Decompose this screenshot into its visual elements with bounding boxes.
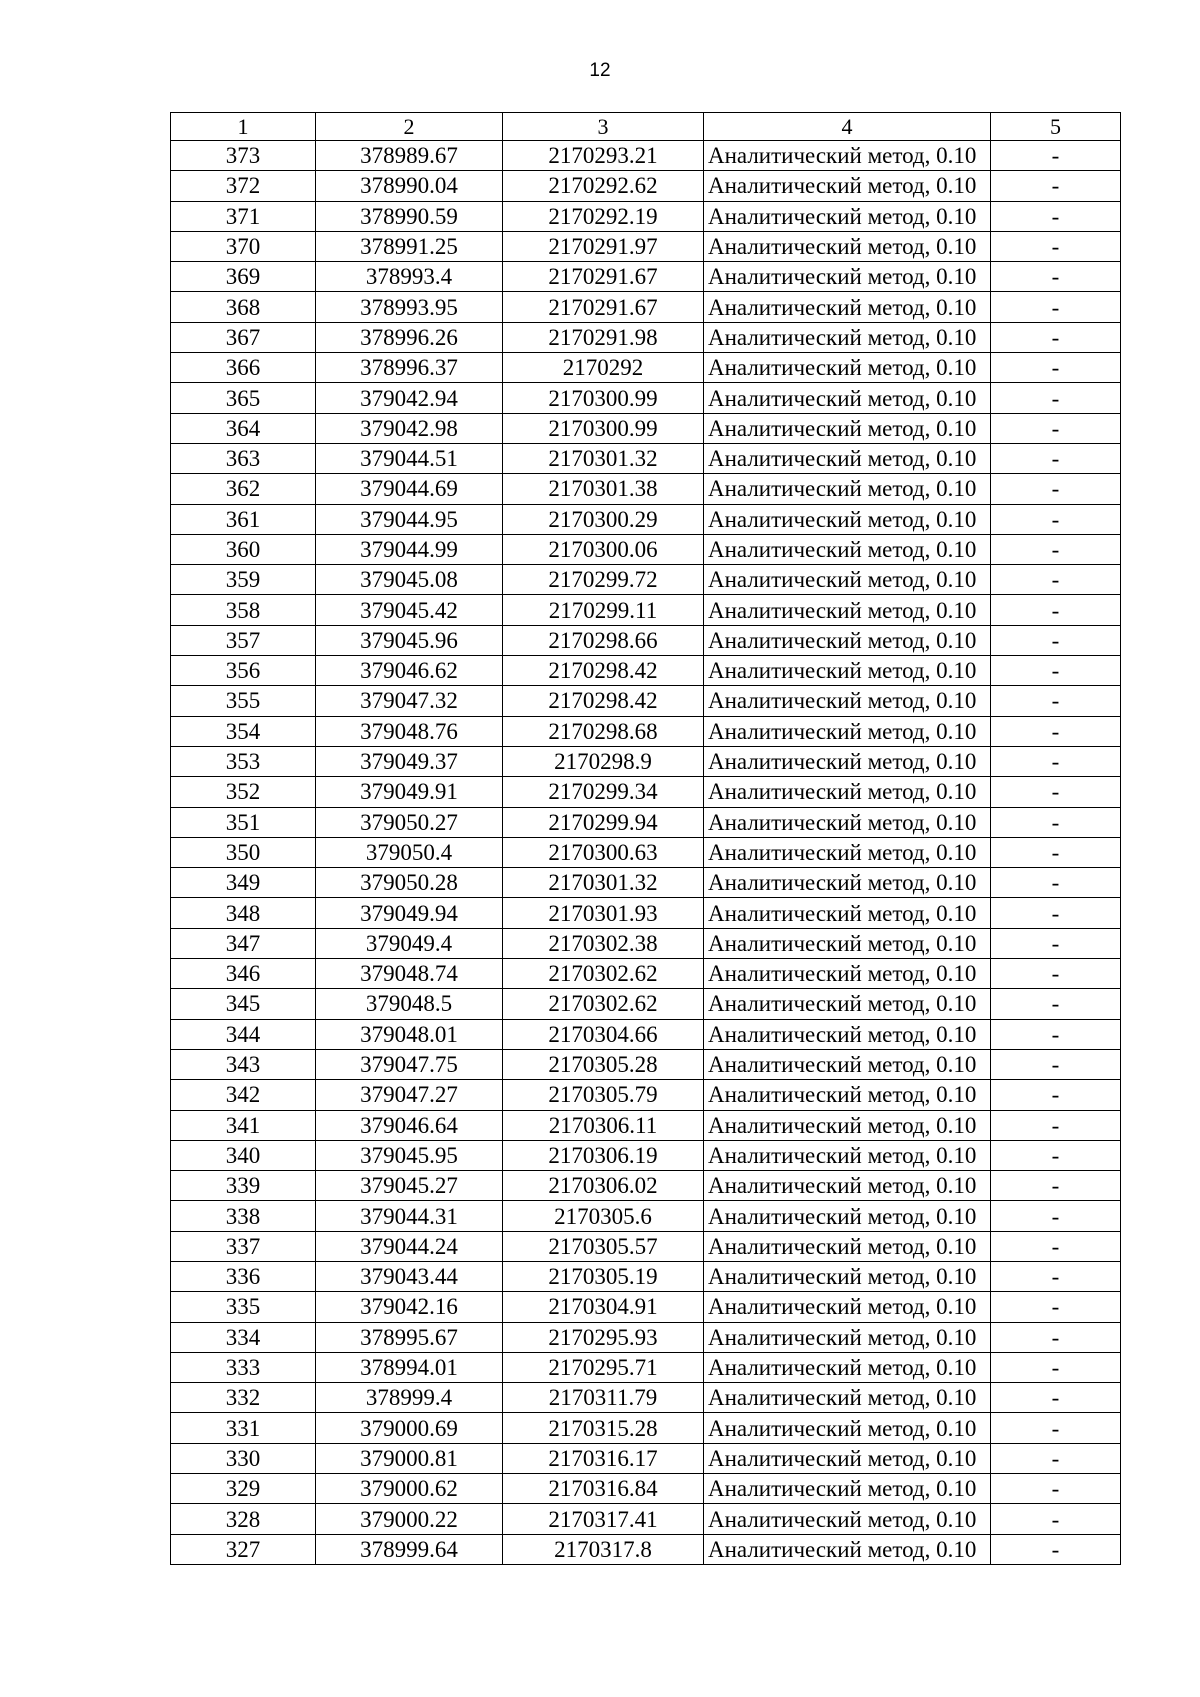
method-cell: Аналитический метод, 0.10 [704,292,991,322]
point-number-cell: 369 [171,262,316,292]
note-cell: - [991,1019,1121,1049]
method-cell: Аналитический метод, 0.10 [704,746,991,776]
method-cell: Аналитический метод, 0.10 [704,1534,991,1564]
x-coordinate-cell: 379042.16 [316,1292,503,1322]
x-coordinate-cell: 379044.31 [316,1201,503,1231]
y-coordinate-cell: 2170302.62 [503,959,704,989]
note-cell: - [991,1474,1121,1504]
header-col-2: 2 [316,113,503,141]
y-coordinate-cell: 2170298.42 [503,686,704,716]
y-coordinate-cell: 2170302.38 [503,928,704,958]
y-coordinate-cell: 2170304.91 [503,1292,704,1322]
method-cell: Аналитический метод, 0.10 [704,1080,991,1110]
header-col-1: 1 [171,113,316,141]
y-coordinate-cell: 2170305.28 [503,1049,704,1079]
table-row [171,898,1121,928]
x-coordinate-cell: 379048.74 [316,959,503,989]
method-cell: Аналитический метод, 0.10 [704,625,991,655]
note-cell: - [991,1171,1121,1201]
y-coordinate-cell: 2170292 [503,353,704,383]
header-col-4: 4 [704,113,991,141]
point-number-cell: 353 [171,746,316,776]
x-coordinate-cell: 379043.44 [316,1261,503,1291]
table-row [171,807,1121,837]
x-coordinate-cell: 379048.76 [316,716,503,746]
y-coordinate-cell: 2170299.72 [503,565,704,595]
point-number-cell: 342 [171,1080,316,1110]
y-coordinate-cell: 2170299.34 [503,777,704,807]
note-cell: - [991,171,1121,201]
method-cell: Аналитический метод, 0.10 [704,837,991,867]
note-cell: - [991,777,1121,807]
table-row [171,1322,1121,1352]
point-number-cell: 370 [171,231,316,261]
point-number-cell: 366 [171,353,316,383]
header-row [171,113,1121,141]
x-coordinate-cell: 379048.01 [316,1019,503,1049]
table-row [171,1049,1121,1079]
table-row [171,656,1121,686]
x-coordinate-cell: 379044.24 [316,1231,503,1261]
table-row [171,1504,1121,1534]
x-coordinate-cell: 379042.98 [316,413,503,443]
table-row [171,1140,1121,1170]
x-coordinate-cell: 378994.01 [316,1352,503,1382]
note-cell: - [991,262,1121,292]
method-cell: Аналитический метод, 0.10 [704,534,991,564]
method-cell: Аналитический метод, 0.10 [704,1352,991,1382]
method-cell: Аналитический метод, 0.10 [704,141,991,171]
point-number-cell: 358 [171,595,316,625]
point-number-cell: 355 [171,686,316,716]
note-cell: - [991,1049,1121,1079]
note-cell: - [991,1292,1121,1322]
y-coordinate-cell: 2170299.94 [503,807,704,837]
point-number-cell: 372 [171,171,316,201]
table-row [171,1383,1121,1413]
x-coordinate-cell: 379000.62 [316,1474,503,1504]
note-cell: - [991,898,1121,928]
method-cell: Аналитический метод, 0.10 [704,383,991,413]
table-body [171,141,1121,1565]
table-row [171,504,1121,534]
note-cell: - [991,1413,1121,1443]
note-cell: - [991,413,1121,443]
note-cell: - [991,928,1121,958]
x-coordinate-cell: 379047.32 [316,686,503,716]
table-row [171,1171,1121,1201]
note-cell: - [991,868,1121,898]
method-cell: Аналитический метод, 0.10 [704,1443,991,1473]
method-cell: Аналитический метод, 0.10 [704,565,991,595]
point-number-cell: 336 [171,1261,316,1291]
point-number-cell: 352 [171,777,316,807]
method-cell: Аналитический метод, 0.10 [704,1049,991,1079]
table-row [171,777,1121,807]
x-coordinate-cell: 378993.4 [316,262,503,292]
x-coordinate-cell: 378990.04 [316,171,503,201]
x-coordinate-cell: 379047.27 [316,1080,503,1110]
note-cell: - [991,989,1121,1019]
table-row [171,262,1121,292]
table-row [171,474,1121,504]
point-number-cell: 351 [171,807,316,837]
note-cell: - [991,1201,1121,1231]
x-coordinate-cell: 379047.75 [316,1049,503,1079]
coordinates-table [170,112,1121,1565]
table-row [171,1231,1121,1261]
method-cell: Аналитический метод, 0.10 [704,171,991,201]
x-coordinate-cell: 378996.26 [316,322,503,352]
x-coordinate-cell: 378995.67 [316,1322,503,1352]
note-cell: - [991,686,1121,716]
table-row [171,534,1121,564]
y-coordinate-cell: 2170300.63 [503,837,704,867]
point-number-cell: 349 [171,868,316,898]
x-coordinate-cell: 379042.94 [316,383,503,413]
y-coordinate-cell: 2170301.93 [503,898,704,928]
table-row [171,292,1121,322]
x-coordinate-cell: 379045.95 [316,1140,503,1170]
table-row [171,1261,1121,1291]
note-cell: - [991,504,1121,534]
x-coordinate-cell: 379050.28 [316,868,503,898]
method-cell: Аналитический метод, 0.10 [704,807,991,837]
x-coordinate-cell: 378996.37 [316,353,503,383]
point-number-cell: 363 [171,443,316,473]
method-cell: Аналитический метод, 0.10 [704,1140,991,1170]
point-number-cell: 343 [171,1049,316,1079]
x-coordinate-cell: 379046.62 [316,656,503,686]
table-row [171,746,1121,776]
method-cell: Аналитический метод, 0.10 [704,716,991,746]
note-cell: - [991,656,1121,686]
point-number-cell: 371 [171,201,316,231]
table-row [171,565,1121,595]
method-cell: Аналитический метод, 0.10 [704,1322,991,1352]
note-cell: - [991,1110,1121,1140]
method-cell: Аналитический метод, 0.10 [704,656,991,686]
y-coordinate-cell: 2170301.32 [503,868,704,898]
x-coordinate-cell: 379046.64 [316,1110,503,1140]
point-number-cell: 360 [171,534,316,564]
y-coordinate-cell: 2170295.93 [503,1322,704,1352]
note-cell: - [991,1322,1121,1352]
table-row [171,171,1121,201]
point-number-cell: 334 [171,1322,316,1352]
y-coordinate-cell: 2170298.42 [503,656,704,686]
note-cell: - [991,1231,1121,1261]
method-cell: Аналитический метод, 0.10 [704,1413,991,1443]
table-row [171,595,1121,625]
x-coordinate-cell: 378999.64 [316,1534,503,1564]
note-cell: - [991,443,1121,473]
point-number-cell: 347 [171,928,316,958]
y-coordinate-cell: 2170304.66 [503,1019,704,1049]
note-cell: - [991,1261,1121,1291]
header-col-3: 3 [503,113,704,141]
note-cell: - [991,1443,1121,1473]
table-row [171,231,1121,261]
x-coordinate-cell: 378999.4 [316,1383,503,1413]
x-coordinate-cell: 379049.37 [316,746,503,776]
y-coordinate-cell: 2170292.62 [503,171,704,201]
method-cell: Аналитический метод, 0.10 [704,1171,991,1201]
point-number-cell: 362 [171,474,316,504]
y-coordinate-cell: 2170291.98 [503,322,704,352]
table-row [171,625,1121,655]
method-cell: Аналитический метод, 0.10 [704,201,991,231]
table-row [171,322,1121,352]
x-coordinate-cell: 379045.27 [316,1171,503,1201]
table-row [171,1474,1121,1504]
method-cell: Аналитический метод, 0.10 [704,777,991,807]
point-number-cell: 367 [171,322,316,352]
y-coordinate-cell: 2170306.19 [503,1140,704,1170]
page-number: 12 [589,60,611,81]
x-coordinate-cell: 379048.5 [316,989,503,1019]
table-row [171,201,1121,231]
x-coordinate-cell: 379045.08 [316,565,503,595]
point-number-cell: 332 [171,1383,316,1413]
table-row [171,353,1121,383]
method-cell: Аналитический метод, 0.10 [704,1231,991,1261]
note-cell: - [991,625,1121,655]
note-cell: - [991,534,1121,564]
x-coordinate-cell: 379045.96 [316,625,503,655]
method-cell: Аналитический метод, 0.10 [704,262,991,292]
y-coordinate-cell: 2170301.32 [503,443,704,473]
table-row [171,413,1121,443]
y-coordinate-cell: 2170317.8 [503,1534,704,1564]
method-cell: Аналитический метод, 0.10 [704,1261,991,1291]
y-coordinate-cell: 2170295.71 [503,1352,704,1382]
note-cell: - [991,474,1121,504]
point-number-cell: 337 [171,1231,316,1261]
y-coordinate-cell: 2170305.6 [503,1201,704,1231]
y-coordinate-cell: 2170311.79 [503,1383,704,1413]
x-coordinate-cell: 379049.94 [316,898,503,928]
point-number-cell: 339 [171,1171,316,1201]
note-cell: - [991,141,1121,171]
method-cell: Аналитический метод, 0.10 [704,504,991,534]
method-cell: Аналитический метод, 0.10 [704,928,991,958]
point-number-cell: 354 [171,716,316,746]
x-coordinate-cell: 379049.91 [316,777,503,807]
note-cell: - [991,807,1121,837]
table-row [171,1352,1121,1382]
table-row [171,928,1121,958]
x-coordinate-cell: 379049.4 [316,928,503,958]
table-row [171,989,1121,1019]
y-coordinate-cell: 2170316.84 [503,1474,704,1504]
method-cell: Аналитический метод, 0.10 [704,1504,991,1534]
table-row [171,443,1121,473]
table-row [171,1110,1121,1140]
table-row [171,1443,1121,1473]
y-coordinate-cell: 2170298.9 [503,746,704,776]
method-cell: Аналитический метод, 0.10 [704,474,991,504]
method-cell: Аналитический метод, 0.10 [704,898,991,928]
point-number-cell: 350 [171,837,316,867]
y-coordinate-cell: 2170300.29 [503,504,704,534]
x-coordinate-cell: 378993.95 [316,292,503,322]
point-number-cell: 361 [171,504,316,534]
x-coordinate-cell: 379000.69 [316,1413,503,1443]
note-cell: - [991,1080,1121,1110]
note-cell: - [991,201,1121,231]
x-coordinate-cell: 379050.27 [316,807,503,837]
point-number-cell: 341 [171,1110,316,1140]
y-coordinate-cell: 2170305.19 [503,1261,704,1291]
note-cell: - [991,1140,1121,1170]
x-coordinate-cell: 378991.25 [316,231,503,261]
method-cell: Аналитический метод, 0.10 [704,1019,991,1049]
table-row [171,1019,1121,1049]
y-coordinate-cell: 2170291.97 [503,231,704,261]
note-cell: - [991,595,1121,625]
note-cell: - [991,292,1121,322]
y-coordinate-cell: 2170291.67 [503,262,704,292]
note-cell: - [991,1352,1121,1382]
x-coordinate-cell: 379044.95 [316,504,503,534]
x-coordinate-cell: 379000.22 [316,1504,503,1534]
note-cell: - [991,716,1121,746]
y-coordinate-cell: 2170293.21 [503,141,704,171]
note-cell: - [991,322,1121,352]
table-row [171,1534,1121,1564]
y-coordinate-cell: 2170299.11 [503,595,704,625]
method-cell: Аналитический метод, 0.10 [704,595,991,625]
table-row [171,383,1121,413]
point-number-cell: 330 [171,1443,316,1473]
table-row [171,686,1121,716]
x-coordinate-cell: 379050.4 [316,837,503,867]
note-cell: - [991,959,1121,989]
method-cell: Аналитический метод, 0.10 [704,1110,991,1140]
point-number-cell: 364 [171,413,316,443]
point-number-cell: 340 [171,1140,316,1170]
point-number-cell: 359 [171,565,316,595]
table-row [171,959,1121,989]
y-coordinate-cell: 2170291.67 [503,292,704,322]
table-row [171,1292,1121,1322]
method-cell: Аналитический метод, 0.10 [704,1201,991,1231]
note-cell: - [991,565,1121,595]
point-number-cell: 357 [171,625,316,655]
point-number-cell: 356 [171,656,316,686]
x-coordinate-cell: 379044.51 [316,443,503,473]
x-coordinate-cell: 378989.67 [316,141,503,171]
table-row [171,868,1121,898]
note-cell: - [991,837,1121,867]
point-number-cell: 345 [171,989,316,1019]
point-number-cell: 331 [171,1413,316,1443]
table-row [171,716,1121,746]
point-number-cell: 365 [171,383,316,413]
x-coordinate-cell: 379044.99 [316,534,503,564]
point-number-cell: 333 [171,1352,316,1382]
y-coordinate-cell: 2170305.79 [503,1080,704,1110]
table-row [171,1413,1121,1443]
note-cell: - [991,1383,1121,1413]
table-row [171,837,1121,867]
method-cell: Аналитический метод, 0.10 [704,1383,991,1413]
note-cell: - [991,1504,1121,1534]
table-row [171,1080,1121,1110]
y-coordinate-cell: 2170302.62 [503,989,704,1019]
y-coordinate-cell: 2170298.66 [503,625,704,655]
note-cell: - [991,1534,1121,1564]
table-header [171,113,1121,141]
point-number-cell: 344 [171,1019,316,1049]
y-coordinate-cell: 2170316.17 [503,1443,704,1473]
y-coordinate-cell: 2170300.06 [503,534,704,564]
x-coordinate-cell: 379000.81 [316,1443,503,1473]
x-coordinate-cell: 379045.42 [316,595,503,625]
header-col-5: 5 [991,113,1121,141]
method-cell: Аналитический метод, 0.10 [704,959,991,989]
x-coordinate-cell: 379044.69 [316,474,503,504]
point-number-cell: 348 [171,898,316,928]
table-row [171,141,1121,171]
method-cell: Аналитический метод, 0.10 [704,231,991,261]
x-coordinate-cell: 378990.59 [316,201,503,231]
method-cell: Аналитический метод, 0.10 [704,322,991,352]
point-number-cell: 335 [171,1292,316,1322]
y-coordinate-cell: 2170301.38 [503,474,704,504]
y-coordinate-cell: 2170317.41 [503,1504,704,1534]
y-coordinate-cell: 2170298.68 [503,716,704,746]
note-cell: - [991,231,1121,261]
y-coordinate-cell: 2170306.11 [503,1110,704,1140]
point-number-cell: 329 [171,1474,316,1504]
y-coordinate-cell: 2170315.28 [503,1413,704,1443]
point-number-cell: 368 [171,292,316,322]
point-number-cell: 373 [171,141,316,171]
table-row [171,1201,1121,1231]
method-cell: Аналитический метод, 0.10 [704,1474,991,1504]
point-number-cell: 346 [171,959,316,989]
note-cell: - [991,746,1121,776]
method-cell: Аналитический метод, 0.10 [704,443,991,473]
note-cell: - [991,353,1121,383]
method-cell: Аналитический метод, 0.10 [704,353,991,383]
y-coordinate-cell: 2170306.02 [503,1171,704,1201]
method-cell: Аналитический метод, 0.10 [704,989,991,1019]
method-cell: Аналитический метод, 0.10 [704,686,991,716]
y-coordinate-cell: 2170300.99 [503,413,704,443]
point-number-cell: 338 [171,1201,316,1231]
y-coordinate-cell: 2170300.99 [503,383,704,413]
note-cell: - [991,383,1121,413]
method-cell: Аналитический метод, 0.10 [704,1292,991,1322]
y-coordinate-cell: 2170305.57 [503,1231,704,1261]
point-number-cell: 328 [171,1504,316,1534]
point-number-cell: 327 [171,1534,316,1564]
method-cell: Аналитический метод, 0.10 [704,868,991,898]
method-cell: Аналитический метод, 0.10 [704,413,991,443]
y-coordinate-cell: 2170292.19 [503,201,704,231]
